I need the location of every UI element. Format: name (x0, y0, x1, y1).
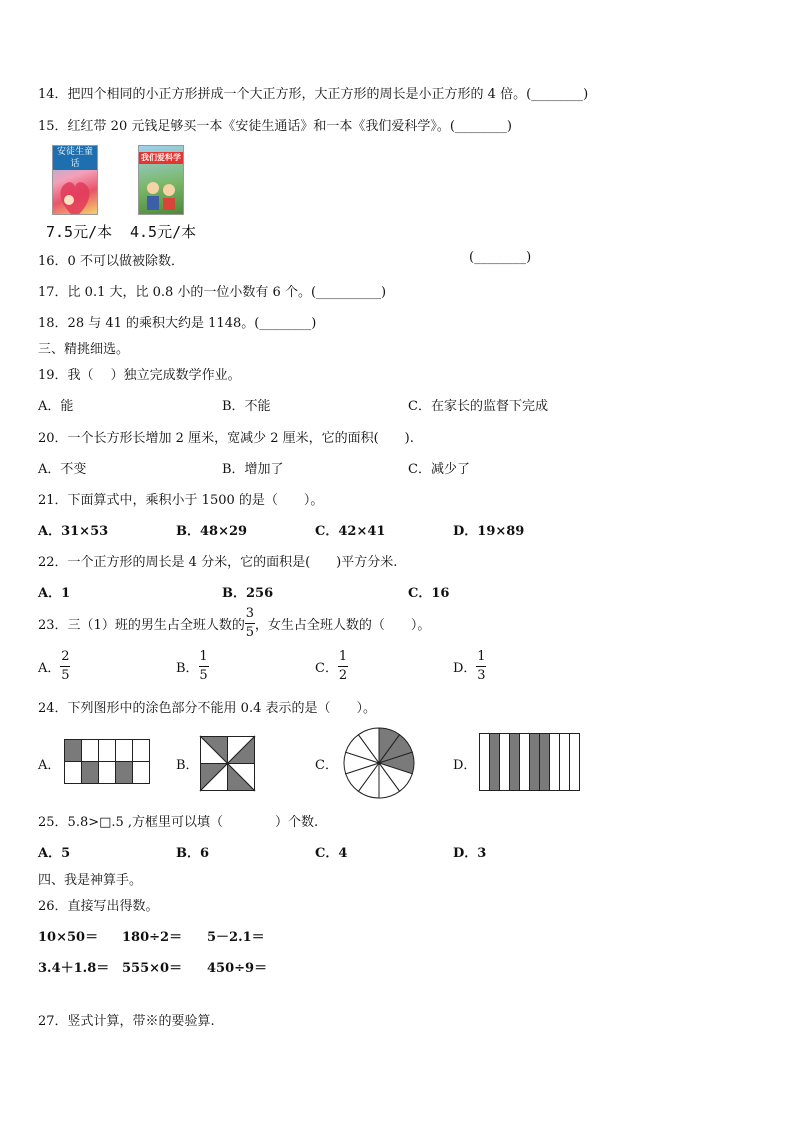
q25-option-a[interactable]: A．5 (38, 846, 71, 861)
q21-option-c[interactable]: C．42×41 (315, 524, 386, 539)
q24-option-a-label[interactable]: A． (38, 758, 61, 773)
question-14: 14．把四个相同的小正方形拼成一个大正方形，大正方形的周长是小正方形的 4 倍。(________) (38, 87, 589, 102)
question-17: 17．比 0.1 大，比 0.8 小的一位小数有 6 个。(__________) (38, 285, 387, 300)
question-15: 15．红红带 20 元钱足够买一本《安徒生通话》和一本《我们爱科学》。(________) (38, 119, 512, 134)
heart-illustration (53, 170, 97, 215)
q23-option-d-label: D． (453, 661, 477, 676)
q24-option-b-label[interactable]: B． (176, 758, 199, 773)
q23-option-d-fraction: $\frac{1}{3}$ (477, 649, 486, 683)
q22-option-c[interactable]: C．16 (408, 586, 450, 601)
q21-option-a[interactable]: A．31×53 (38, 524, 109, 539)
calc-6: 450÷9＝ (207, 961, 268, 976)
book-title-science: 我们爱科学 (141, 153, 181, 162)
q22-option-b[interactable]: B．256 (222, 586, 274, 601)
q23-option-c-label: C． (315, 661, 338, 676)
question-26: 26．直接写出得数。 (38, 899, 159, 914)
price-science: 4.5元/本 (130, 223, 197, 241)
question-20: 20．一个长方形长增加 2 厘米，宽减少 2 厘米，它的面积( ). (38, 431, 414, 446)
calc-1: 10×50＝ (38, 930, 99, 945)
q23-option-d[interactable] (453, 650, 486, 683)
book-cover-andersen (52, 145, 98, 215)
question-16-blank: (________) (469, 250, 532, 265)
q23-text-post: ，女生占全班人数的（ ）。 (254, 618, 431, 633)
q24-option-d-label[interactable]: D． (453, 758, 477, 773)
question-16: 16．0 不可以做被除数． (38, 254, 184, 269)
q24-option-b-square-figure[interactable] (200, 736, 256, 792)
q23-option-b-fraction: $\frac{1}{5}$ (199, 649, 208, 683)
q21-option-d[interactable]: D．19×89 (453, 524, 525, 539)
q24-option-a-grid-figure[interactable] (64, 739, 150, 785)
q23-option-a-fraction: $\frac{2}{5}$ (61, 649, 70, 683)
q23-fraction-numerator: 3 (245, 606, 254, 621)
q20-option-a[interactable]: A．不变 (38, 462, 87, 477)
q23-option-c[interactable] (315, 650, 348, 683)
strip-bar (530, 734, 540, 791)
strip-bar (480, 734, 490, 791)
section-3-heading: 三、精挑细选。 (38, 342, 130, 357)
q25-option-b[interactable]: B．6 (176, 846, 210, 861)
question-27: 27．竖式计算，带※的要验算. (38, 1014, 215, 1029)
strip-bar (540, 734, 550, 791)
q24-option-c-circle-figure[interactable] (343, 727, 415, 799)
strip-bar (490, 734, 500, 791)
book-cover-science (138, 145, 184, 215)
q23-option-a[interactable] (38, 650, 70, 683)
calc-5: 555×0＝ (122, 961, 183, 976)
q20-option-b[interactable]: B．增加了 (222, 462, 284, 477)
strip-bar (520, 734, 530, 791)
q19-option-a[interactable]: A．能 (38, 399, 74, 414)
question-19: 19．我（ ）独立完成数学作业。 (38, 368, 241, 383)
calc-4: 3.4＋1.8＝ (38, 961, 110, 976)
strip-bar (550, 734, 560, 791)
question-18: 18．28 与 41 的乘积大约是 1148。(________) (38, 316, 317, 331)
q23-option-b[interactable] (176, 650, 209, 683)
question-23 (38, 607, 430, 640)
strip-bar (560, 734, 570, 791)
q25-option-c[interactable]: C．4 (315, 846, 348, 861)
calc-3: 5－2.1＝ (207, 930, 265, 945)
q19-option-c[interactable]: C．在家长的监督下完成 (408, 399, 548, 414)
question-25: 25．5.8>□.5 ,方框里可以填（ ）个数. (38, 815, 319, 830)
price-andersen: 7.5元/本 (46, 223, 113, 241)
book-title-andersen: 安徒生童话 (53, 146, 97, 170)
q20-option-c[interactable]: C．减少了 (408, 462, 470, 477)
q23-fraction (245, 607, 255, 640)
section-4-heading: 四、我是神算手。 (38, 873, 143, 888)
q23-text-pre: 23．三（1）班的男生占全班人数的 (38, 618, 245, 633)
q22-option-a[interactable]: A．1 (38, 586, 71, 601)
q23-option-b-label: B． (176, 661, 199, 676)
kids-illustration (139, 164, 183, 214)
calc-2: 180÷2＝ (122, 930, 183, 945)
strip-bar (500, 734, 510, 791)
question-24: 24．下列图形中的涂色部分不能用 0.4 表示的是（ ）。 (38, 701, 376, 716)
q23-option-c-fraction: $\frac{1}{2}$ (338, 649, 348, 683)
q25-option-d[interactable]: D．3 (453, 846, 487, 861)
strip-bar (510, 734, 520, 791)
q19-option-b[interactable]: B．不能 (222, 399, 271, 414)
q24-option-d-strip-figure[interactable] (479, 733, 581, 791)
question-21: 21．下面算式中，乘积小于 1500 的是（ ）。 (38, 493, 324, 508)
q23-option-a-label: A． (38, 661, 61, 676)
q23-fraction-denominator: 5 (245, 625, 254, 640)
q21-option-b[interactable]: B．48×29 (176, 524, 248, 539)
q24-option-c-label[interactable]: C． (315, 758, 338, 773)
strip-bar (570, 734, 580, 791)
question-22: 22．一个正方形的周长是 4 分米，它的面积是( )平方分米. (38, 555, 398, 570)
